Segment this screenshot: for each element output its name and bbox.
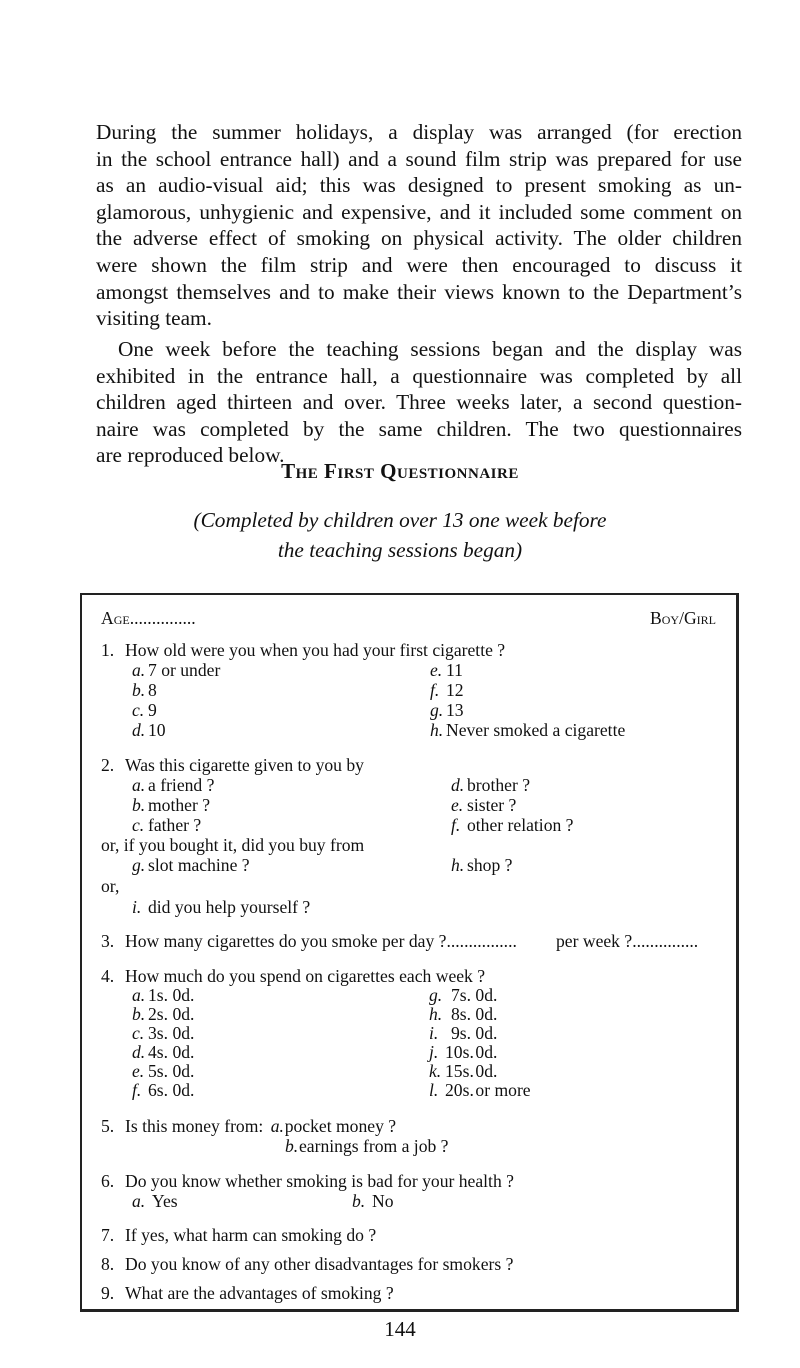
text-line: exhibited in the entrance hall, a questionnaire was completed by all — [96, 363, 742, 388]
question-text: per week ? — [556, 931, 633, 951]
q2-option-c: c. father ? — [132, 815, 202, 835]
q2-or-text: or, — [101, 876, 120, 896]
q6-option-b: b. No — [352, 1191, 394, 1211]
q1-option-h: h. Never smoked a cigarette — [430, 720, 626, 740]
q2-bought-text: or, if you bought it, did you buy from — [101, 835, 365, 855]
q4-option-h: h. 8s. 0d. — [429, 1004, 498, 1024]
age-dots: ............... — [129, 608, 196, 628]
intro-paragraph-1 — [96, 119, 742, 332]
question-8 — [101, 1254, 513, 1275]
age-label: Age — [101, 608, 130, 628]
question-number: 7. — [101, 1225, 115, 1245]
text-line: are reproduced below. — [96, 443, 285, 468]
text-line: One week before the teaching sessions began and the display was — [118, 337, 742, 361]
question-2 — [101, 755, 364, 776]
q1-option-f: f. 12 — [430, 680, 464, 700]
question-text: Do you know whether smoking is bad for your health ? — [125, 1171, 514, 1191]
q2-option-f: f. other relation ? — [451, 815, 574, 835]
section-heading: The First Questionnaire — [281, 459, 519, 483]
q1-option-a: a. 7 or under — [132, 660, 221, 680]
q1-option-c: c. 9 — [132, 700, 157, 720]
question-text: What are the advantages of smoking ? — [125, 1283, 394, 1303]
q4-option-j: j. 10s. 0d. — [429, 1042, 498, 1062]
q4-option-i: i. 9s. 0d. — [429, 1023, 498, 1043]
question-3 — [101, 931, 517, 952]
q4-option-g: g. 7s. 0d. — [429, 985, 498, 1005]
text-line: amongst themselves and to make their views known to the Department’s — [96, 279, 742, 304]
q4-option-c: c. 3s. 0d. — [132, 1023, 195, 1043]
question-text: How much do you spend on cigarettes each week ? — [125, 966, 486, 986]
question-number: 3. — [101, 931, 115, 951]
question-number: 8. — [101, 1254, 115, 1274]
section-subheading — [0, 505, 800, 565]
subheading-line: (Completed by children over 13 one week before — [193, 508, 607, 532]
question-9 — [101, 1283, 394, 1304]
text-line: in the school entrance hall) and a sound film strip was prepared for use — [96, 146, 742, 171]
page-number: 144 — [384, 1317, 416, 1341]
text-line: were shown the film strip and were then encouraged to discuss it — [96, 252, 742, 277]
text-line: visiting team. — [96, 306, 212, 331]
question-number: 4. — [101, 966, 115, 986]
intro-paragraph-2 — [96, 336, 742, 469]
question-number: 2. — [101, 755, 115, 775]
questionnaire-box — [80, 593, 739, 1312]
text-line: naire was completed by the same children. The two questionnaires — [96, 416, 742, 441]
question-number: 6. — [101, 1171, 115, 1191]
q4-option-b: b. 2s. 0d. — [132, 1004, 195, 1024]
question-text: How many cigarettes do you smoke per day ? — [125, 931, 447, 951]
question-6 — [101, 1171, 514, 1192]
answer-dots: ................ — [446, 931, 517, 951]
q2-option-d: d. brother ? — [451, 775, 531, 795]
q4-option-a: a. 1s. 0d. — [132, 985, 195, 1005]
question-text: Was this cigarette given to you by — [125, 755, 364, 775]
question-text: If yes, what harm can smoking do ? — [125, 1225, 377, 1245]
question-1 — [101, 640, 505, 661]
text-line: children aged thirteen and over. Three weeks later, a second question- — [96, 390, 742, 415]
question-7 — [101, 1225, 376, 1246]
q2-option-i: i. did you help yourself ? — [132, 897, 311, 917]
q1-option-d: d. 10 — [132, 720, 166, 740]
question-number: 5. — [101, 1116, 115, 1136]
q4-option-e: e. 5s. 0d. — [132, 1061, 195, 1081]
q2-option-g: g. slot machine ? — [132, 855, 250, 875]
q1-option-g: g. 13 — [430, 700, 464, 720]
sex-label: Boy/Girl — [650, 608, 716, 628]
q2-option-e: e. sister ? — [451, 795, 517, 815]
q2-option-h: h. shop ? — [451, 855, 513, 875]
q2-option-a: a. a friend ? — [132, 775, 215, 795]
q4-option-k: k. 15s. 0d. — [429, 1061, 498, 1081]
question-text: Is this money from: — [125, 1116, 264, 1136]
question-4 — [101, 966, 485, 987]
subheading-line: the teaching sessions began) — [277, 538, 523, 562]
q5-option-b: b.earnings from a job ? — [285, 1136, 449, 1156]
q2-option-b: b. mother ? — [132, 795, 211, 815]
question-3-week — [556, 931, 698, 952]
text-line: glamorous, unhygienic and expensive, and it included some comment on — [96, 199, 742, 224]
text-line: the adverse effect of smoking on physical activity. The older children — [96, 226, 742, 251]
q4-option-l: l. 20s. or more — [429, 1080, 531, 1100]
question-text: How old were you when you had your first cigarette ? — [125, 640, 506, 660]
question-number: 1. — [101, 640, 115, 660]
q1-option-b: b. 8 — [132, 680, 157, 700]
age-field — [101, 608, 196, 629]
q4-option-d: d. 4s. 0d. — [132, 1042, 195, 1062]
text-line: as an audio-visual aid; this was designed to present smoking as un- — [96, 173, 742, 198]
q6-option-a: a. Yes — [132, 1191, 178, 1211]
text-line: During the summer holidays, a display was arranged (for erection — [96, 120, 742, 144]
question-number: 9. — [101, 1283, 115, 1303]
q1-option-e: e. 11 — [430, 660, 463, 680]
answer-dots: ............... — [632, 931, 699, 951]
q5-option-a: pocket money ? — [284, 1116, 397, 1136]
q4-option-f: f. 6s. 0d. — [132, 1080, 195, 1100]
question-text: Do you know of any other disadvantages for smokers ? — [125, 1254, 514, 1274]
question-5: 5. Is this money from: a.pocket money ? — [101, 1116, 397, 1136]
